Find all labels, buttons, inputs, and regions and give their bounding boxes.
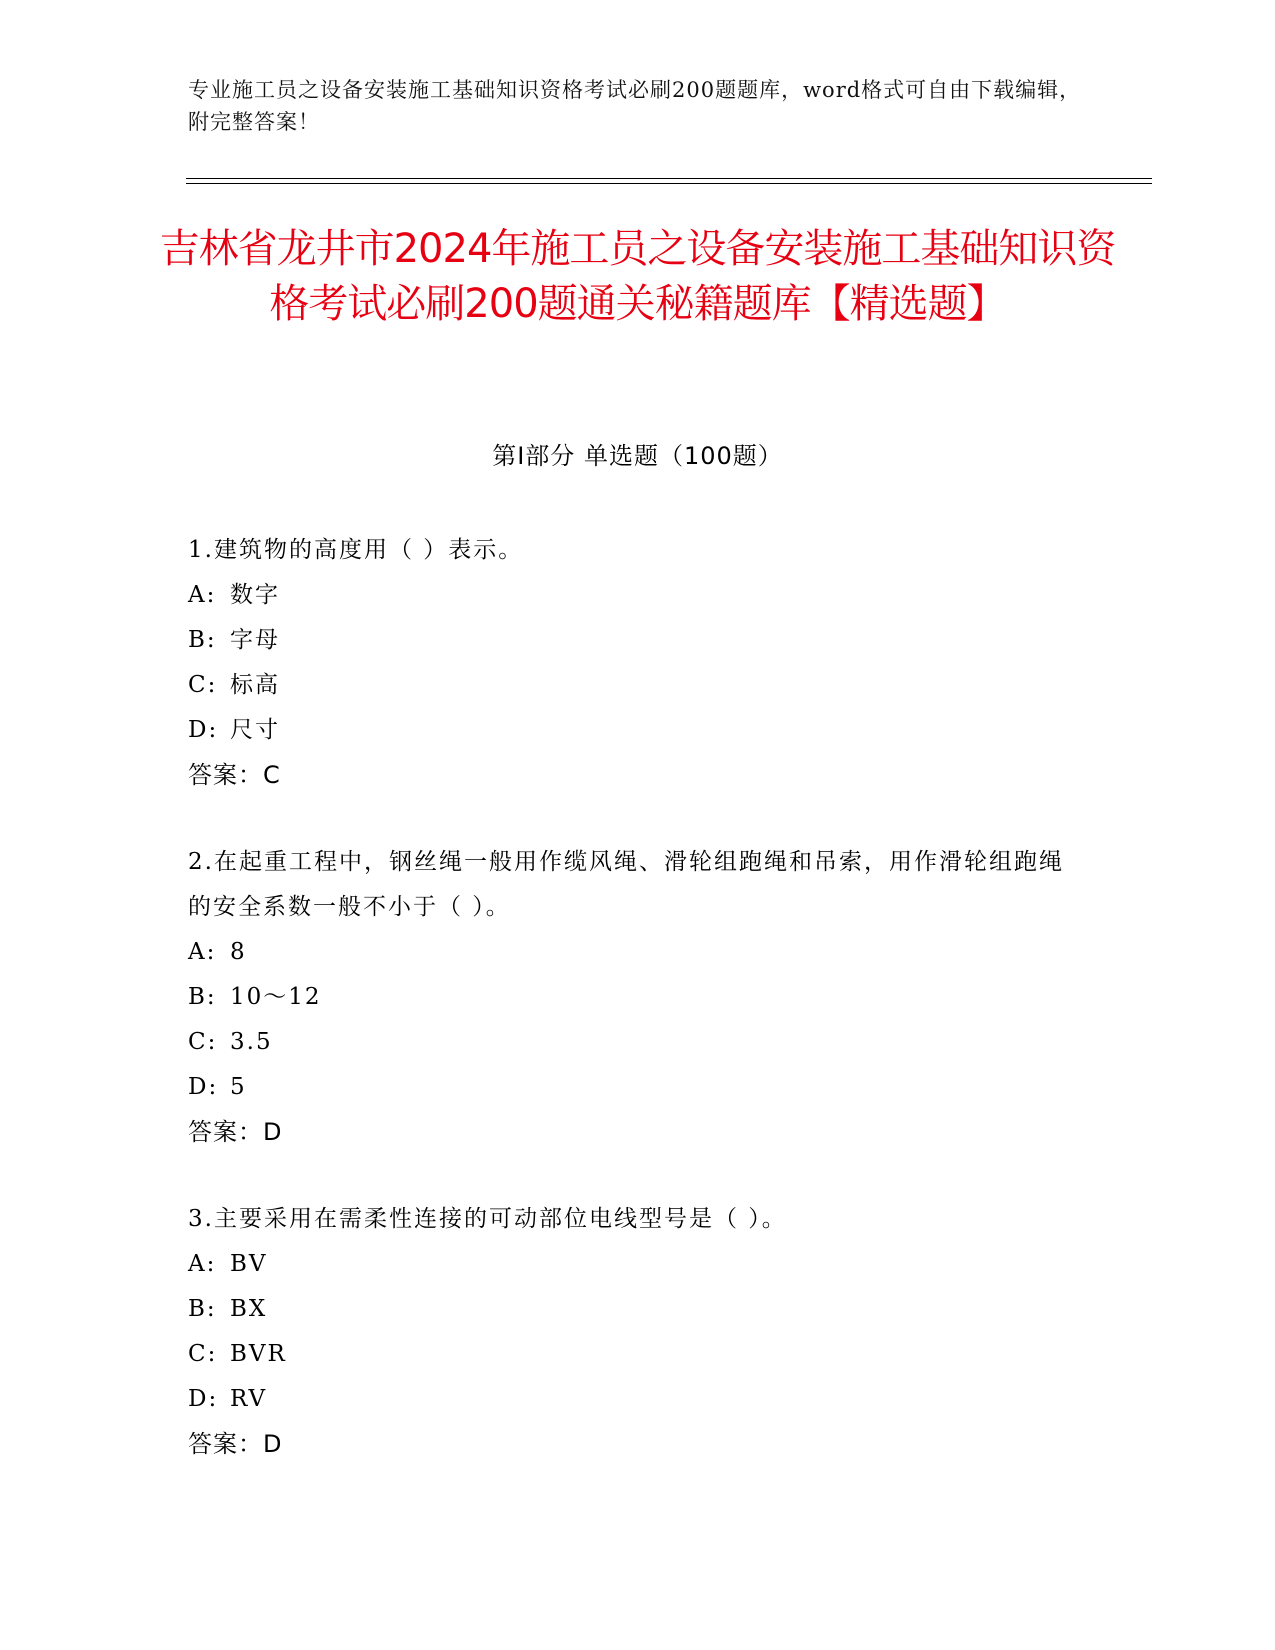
- option-d: [188, 1377, 1088, 1422]
- option-b: [188, 1287, 1088, 1332]
- option-text: BX: [230, 1296, 268, 1322]
- option-c: [188, 1332, 1088, 1377]
- option-text: 标高: [230, 672, 280, 698]
- section-title: 第Ⅰ部分 单选题（100题）: [492, 442, 783, 470]
- option-key: C:: [188, 672, 218, 698]
- option-b: [188, 975, 1088, 1020]
- option-text: BV: [230, 1251, 268, 1277]
- question-text: 2.在起重工程中，钢丝绳一般用作缆风绳、滑轮组跑绳和吊索，用作滑轮组跑绳的安全系数一般不小于（ ）。: [188, 849, 1064, 920]
- option-text: RV: [230, 1386, 268, 1412]
- option-text: 3.5: [230, 1029, 273, 1055]
- answer: 答案：C: [188, 761, 281, 789]
- option-key: A:: [188, 582, 217, 608]
- question-list: [188, 528, 1088, 1509]
- question-text: 3.主要采用在需柔性连接的可动部位电线型号是（ ）。: [188, 1206, 787, 1232]
- header-rule-top: [186, 178, 1152, 179]
- option-key: D:: [188, 717, 219, 743]
- question-text: 1.建筑物的高度用（ ）表示。: [188, 537, 524, 563]
- option-text: 5: [230, 1074, 247, 1100]
- option-key: A:: [188, 939, 217, 965]
- option-key: B:: [188, 984, 217, 1010]
- document-title: 吉林省龙井市2024年施工员之设备安装施工基础知识资格考试必刷200题通关秘籍题库【精选题】: [159, 226, 1116, 327]
- option-text: 10～12: [230, 984, 322, 1010]
- question-3: [188, 1197, 1088, 1467]
- option-key: C:: [188, 1341, 218, 1367]
- question-2: [188, 840, 1088, 1155]
- header-note: 专业施工员之设备安装施工基础知识资格考试必刷200题题库，word格式可自由下载编辑，附完整答案！: [188, 78, 1082, 134]
- answer: 答案：D: [188, 1118, 283, 1146]
- option-key: B:: [188, 627, 217, 653]
- option-text: 字母: [230, 627, 280, 653]
- option-key: D:: [188, 1074, 219, 1100]
- option-text: 8: [230, 939, 247, 965]
- option-d: [188, 708, 1088, 753]
- option-a: [188, 573, 1088, 618]
- option-c: [188, 663, 1088, 708]
- option-a: [188, 1242, 1088, 1287]
- option-key: A:: [188, 1251, 217, 1277]
- question-1: [188, 528, 1088, 798]
- option-text: BVR: [230, 1341, 287, 1367]
- option-text: 尺寸: [230, 717, 280, 743]
- answer: 答案：D: [188, 1430, 283, 1458]
- option-c: [188, 1020, 1088, 1065]
- header-rule-bottom: [186, 183, 1152, 184]
- option-b: [188, 618, 1088, 663]
- option-a: [188, 930, 1088, 975]
- option-key: B:: [188, 1296, 217, 1322]
- option-key: C:: [188, 1029, 218, 1055]
- option-text: 数字: [230, 582, 280, 608]
- option-d: [188, 1065, 1088, 1110]
- option-key: D:: [188, 1386, 219, 1412]
